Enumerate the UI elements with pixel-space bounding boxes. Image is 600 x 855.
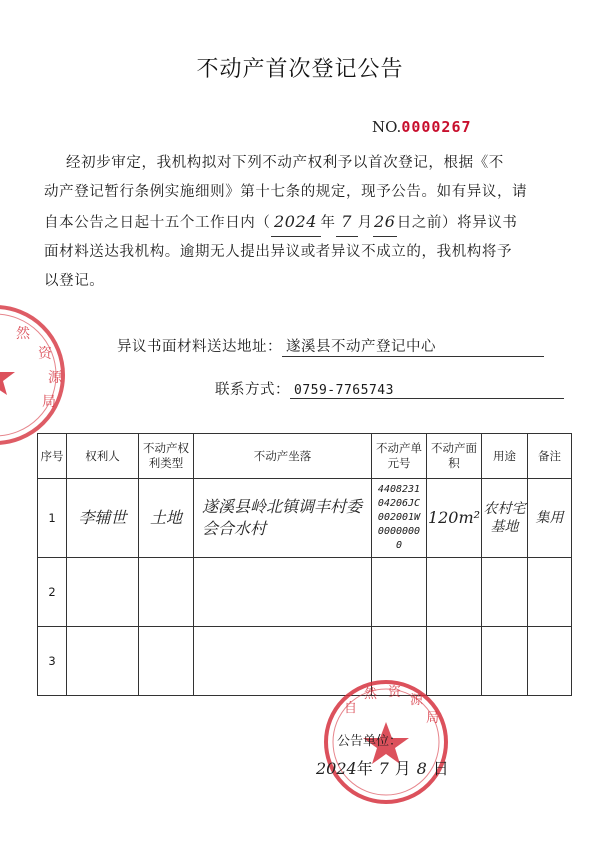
issue-date-year-unit: 年 (356, 759, 373, 778)
svg-text:局: 局 (42, 394, 56, 410)
announcement-body (44, 149, 566, 296)
row-right-type (139, 627, 194, 696)
row-right-type: 土地 (139, 479, 194, 558)
row-owner (67, 627, 139, 696)
registration-table (37, 433, 572, 696)
row-location (194, 558, 372, 627)
row-note: 集用 (528, 479, 572, 558)
row-seq: 3 (38, 627, 67, 696)
deadline-year: 2024 (271, 207, 321, 237)
issuer-label: 公告单位： (337, 734, 403, 749)
deadline-month-unit: 月 (357, 215, 373, 231)
issue-date-month: 7 (378, 759, 389, 778)
document-number-prefix: NO. (372, 118, 402, 136)
body-line-3-start: 自本公告之日起十五个工作日内（ (44, 215, 271, 231)
row-right-type (139, 558, 194, 627)
row-location: 遂溪县岭北镇调丰村委会合水村 (194, 479, 372, 558)
document-number-value: 0000267 (401, 118, 472, 136)
svg-text:资: 资 (388, 685, 402, 700)
row-owner (67, 558, 139, 627)
table-row (38, 479, 572, 558)
header-note: 备注 (528, 434, 572, 479)
body-line-4: 面材料送达我机构。逾期无人提出异议或者异议不成立的，我机构将予 (44, 244, 513, 260)
issue-date-year: 2024 (316, 759, 357, 778)
body-line-3 (44, 207, 566, 238)
deadline-month: 7 (336, 207, 358, 237)
document-number (372, 118, 472, 136)
svg-text:然: 然 (364, 687, 378, 702)
row-note (528, 558, 572, 627)
header-seq: 序号 (38, 434, 67, 479)
deadline-day: 26 (373, 207, 397, 237)
row-note (528, 627, 572, 696)
row-seq: 1 (38, 479, 67, 558)
svg-text:资: 资 (38, 346, 52, 362)
header-usage: 用途 (482, 434, 528, 479)
row-usage (482, 627, 528, 696)
row-seq: 2 (38, 558, 67, 627)
body-line-2: 动产登记暂行条例实施细则》第十七条的规定，现予公告。如有异议，请 (44, 184, 528, 200)
objection-address-value: 遂溪县不动产登记中心 (282, 335, 544, 357)
header-owner: 权利人 (67, 434, 139, 479)
page-title: 不动产首次登记公告 (196, 57, 404, 82)
header-right-type: 不动产权利类型 (139, 434, 194, 479)
svg-text:源: 源 (410, 693, 424, 708)
left-official-seal (0, 300, 70, 450)
svg-text:源: 源 (48, 370, 62, 386)
svg-text:自: 自 (344, 701, 358, 716)
row-area: 120m² (427, 479, 482, 558)
row-area (427, 558, 482, 627)
body-line-1: 经初步审定，我机构拟对下列不动产权利予以首次登记，根据《不 (66, 155, 504, 171)
svg-text:局: 局 (426, 711, 440, 726)
table-row (38, 558, 572, 627)
svg-text:然: 然 (16, 326, 30, 342)
table-row (38, 627, 572, 696)
contact-info (215, 378, 564, 399)
objection-address (117, 335, 544, 357)
row-unit-no (372, 558, 427, 627)
row-usage: 农村宅基地 (482, 479, 528, 558)
contact-label: 联系方式： (215, 382, 290, 398)
issue-date-month-unit: 月 (394, 759, 411, 778)
row-owner: 李辅世 (67, 479, 139, 558)
header-area: 不动产面积 (427, 434, 482, 479)
body-line-3-end: 日之前）将异议书 (396, 215, 518, 231)
body-line-5: 以登记。 (44, 273, 105, 289)
issue-date (316, 756, 449, 779)
issue-date-day: 8 (416, 759, 427, 778)
row-usage (482, 558, 528, 627)
header-unit-no: 不动产单元号 (372, 434, 427, 479)
objection-address-label: 异议书面材料送达地址： (117, 339, 282, 355)
issue-date-day-unit: 日 (432, 759, 449, 778)
deadline-year-unit: 年 (320, 215, 336, 231)
header-location: 不动产坐落 (194, 434, 372, 479)
table-header-row (38, 434, 572, 479)
contact-value: 0759-7765743 (290, 383, 564, 399)
row-unit-no: 440823104206JC002001W00000000 (372, 479, 427, 558)
